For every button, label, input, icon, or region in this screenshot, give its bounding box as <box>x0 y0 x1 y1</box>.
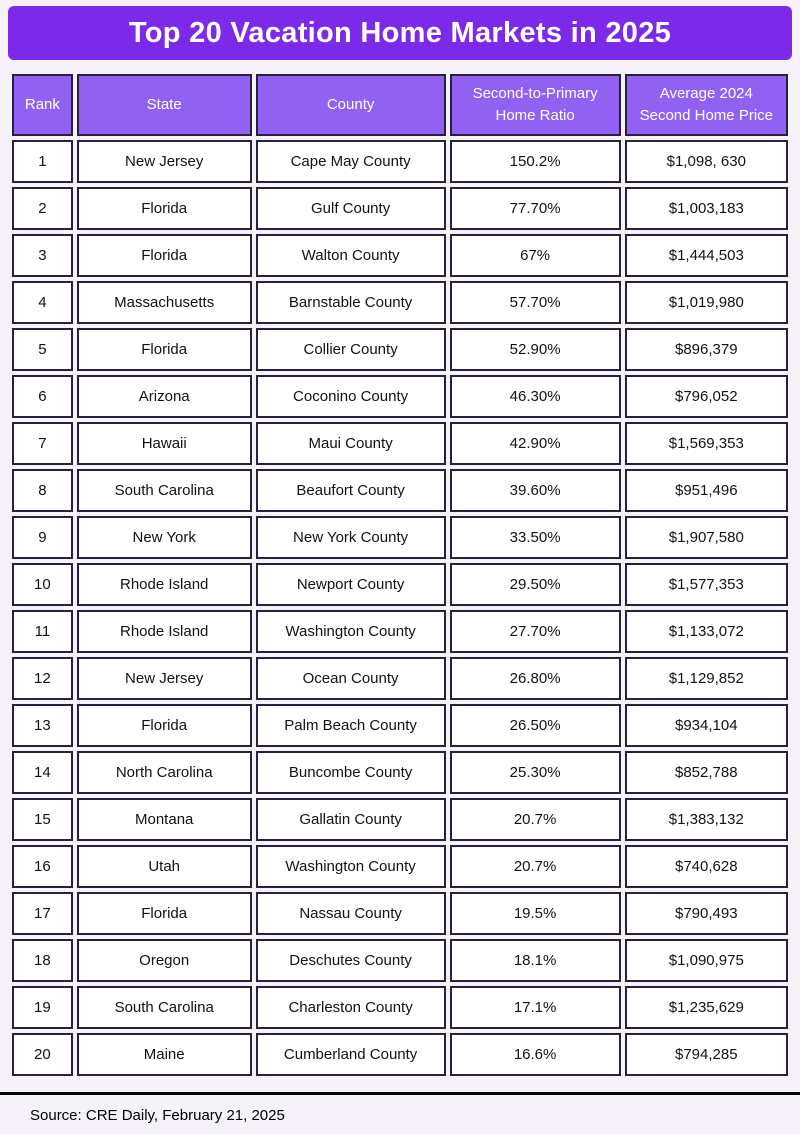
cell-state: New Jersey <box>77 140 252 183</box>
cell-price: $1,003,183 <box>625 187 788 230</box>
cell-rank: 16 <box>12 845 73 888</box>
table-row <box>12 140 788 183</box>
table-row <box>12 375 788 418</box>
cell-rank: 15 <box>12 798 73 841</box>
table-row <box>12 234 788 277</box>
cell-county: Coconino County <box>256 375 446 418</box>
cell-price: $934,104 <box>625 704 788 747</box>
cell-county: Ocean County <box>256 657 446 700</box>
cell-ratio: 16.6% <box>450 1033 621 1076</box>
cell-rank: 6 <box>12 375 73 418</box>
column-header-county: County <box>256 74 446 136</box>
cell-county: Beaufort County <box>256 469 446 512</box>
cell-state: Montana <box>77 798 252 841</box>
cell-state: Florida <box>77 187 252 230</box>
cell-rank: 10 <box>12 563 73 606</box>
cell-state: Florida <box>77 234 252 277</box>
page-title: Top 20 Vacation Home Markets in 2025 <box>128 16 672 49</box>
cell-ratio: 20.7% <box>450 798 621 841</box>
cell-county: Palm Beach County <box>256 704 446 747</box>
cell-county: Cumberland County <box>256 1033 446 1076</box>
column-header-price: Average 2024 Second Home Price <box>625 74 788 136</box>
cell-ratio: 39.60% <box>450 469 621 512</box>
cell-price: $1,129,852 <box>625 657 788 700</box>
source-text: Source: CRE Daily, February 21, 2025 <box>30 1107 285 1124</box>
cell-price: $794,285 <box>625 1033 788 1076</box>
cell-county: Nassau County <box>256 892 446 935</box>
table-row <box>12 751 788 794</box>
cell-county: Walton County <box>256 234 446 277</box>
cell-rank: 2 <box>12 187 73 230</box>
cell-price: $1,577,353 <box>625 563 788 606</box>
cell-price: $1,235,629 <box>625 986 788 1029</box>
cell-ratio: 150.2% <box>450 140 621 183</box>
cell-ratio: 29.50% <box>450 563 621 606</box>
cell-county: Deschutes County <box>256 939 446 982</box>
cell-state: Massachusetts <box>77 281 252 324</box>
cell-rank: 9 <box>12 516 73 559</box>
cell-state: New Jersey <box>77 657 252 700</box>
cell-ratio: 18.1% <box>450 939 621 982</box>
header-row <box>12 74 788 136</box>
cell-rank: 8 <box>12 469 73 512</box>
cell-county: New York County <box>256 516 446 559</box>
cell-county: Washington County <box>256 610 446 653</box>
cell-price: $790,493 <box>625 892 788 935</box>
cell-county: Washington County <box>256 845 446 888</box>
cell-state: Florida <box>77 892 252 935</box>
page <box>0 6 800 1134</box>
table-row <box>12 704 788 747</box>
cell-county: Maui County <box>256 422 446 465</box>
cell-price: $1,569,353 <box>625 422 788 465</box>
cell-price: $852,788 <box>625 751 788 794</box>
cell-rank: 18 <box>12 939 73 982</box>
cell-rank: 14 <box>12 751 73 794</box>
cell-price: $951,496 <box>625 469 788 512</box>
table-row <box>12 187 788 230</box>
table-row <box>12 422 788 465</box>
cell-price: $1,907,580 <box>625 516 788 559</box>
cell-rank: 17 <box>12 892 73 935</box>
cell-state: Utah <box>77 845 252 888</box>
table-row <box>12 939 788 982</box>
cell-state: Rhode Island <box>77 563 252 606</box>
title-banner <box>8 6 792 60</box>
table-row <box>12 892 788 935</box>
cell-county: Collier County <box>256 328 446 371</box>
cell-ratio: 42.90% <box>450 422 621 465</box>
table-row <box>12 845 788 888</box>
column-header-state: State <box>77 74 252 136</box>
table-row <box>12 469 788 512</box>
cell-rank: 12 <box>12 657 73 700</box>
table-row <box>12 1033 788 1076</box>
cell-rank: 13 <box>12 704 73 747</box>
cell-state: South Carolina <box>77 986 252 1029</box>
table-row <box>12 657 788 700</box>
cell-ratio: 46.30% <box>450 375 621 418</box>
cell-price: $796,052 <box>625 375 788 418</box>
cell-county: Cape May County <box>256 140 446 183</box>
cell-rank: 7 <box>12 422 73 465</box>
cell-state: Hawaii <box>77 422 252 465</box>
cell-price: $1,383,132 <box>625 798 788 841</box>
cell-rank: 3 <box>12 234 73 277</box>
cell-county: Barnstable County <box>256 281 446 324</box>
table-row <box>12 798 788 841</box>
cell-price: $1,098, 630 <box>625 140 788 183</box>
cell-county: Gallatin County <box>256 798 446 841</box>
cell-state: Rhode Island <box>77 610 252 653</box>
cell-ratio: 52.90% <box>450 328 621 371</box>
column-header-rank: Rank <box>12 74 73 136</box>
cell-rank: 20 <box>12 1033 73 1076</box>
footer-divider <box>0 1092 800 1095</box>
column-header-ratio: Second-to-Primary Home Ratio <box>450 74 621 136</box>
cell-price: $1,133,072 <box>625 610 788 653</box>
vacation-markets-table <box>8 70 792 1080</box>
cell-county: Buncombe County <box>256 751 446 794</box>
cell-state: North Carolina <box>77 751 252 794</box>
cell-price: $1,090,975 <box>625 939 788 982</box>
cell-price: $1,019,980 <box>625 281 788 324</box>
cell-ratio: 26.50% <box>450 704 621 747</box>
cell-ratio: 67% <box>450 234 621 277</box>
table-row <box>12 986 788 1029</box>
cell-ratio: 27.70% <box>450 610 621 653</box>
cell-state: Florida <box>77 704 252 747</box>
cell-state: New York <box>77 516 252 559</box>
cell-ratio: 20.7% <box>450 845 621 888</box>
cell-county: Charleston County <box>256 986 446 1029</box>
cell-state: South Carolina <box>77 469 252 512</box>
cell-ratio: 33.50% <box>450 516 621 559</box>
cell-rank: 5 <box>12 328 73 371</box>
cell-county: Newport County <box>256 563 446 606</box>
table-row <box>12 328 788 371</box>
cell-ratio: 19.5% <box>450 892 621 935</box>
cell-ratio: 17.1% <box>450 986 621 1029</box>
cell-state: Arizona <box>77 375 252 418</box>
cell-price: $740,628 <box>625 845 788 888</box>
cell-ratio: 26.80% <box>450 657 621 700</box>
cell-price: $1,444,503 <box>625 234 788 277</box>
table-row <box>12 563 788 606</box>
cell-rank: 4 <box>12 281 73 324</box>
cell-rank: 1 <box>12 140 73 183</box>
cell-ratio: 77.70% <box>450 187 621 230</box>
cell-price: $896,379 <box>625 328 788 371</box>
cell-rank: 11 <box>12 610 73 653</box>
table-body <box>12 140 788 1076</box>
cell-ratio: 25.30% <box>450 751 621 794</box>
cell-rank: 19 <box>12 986 73 1029</box>
table-row <box>12 610 788 653</box>
cell-state: Maine <box>77 1033 252 1076</box>
cell-state: Florida <box>77 328 252 371</box>
cell-state: Oregon <box>77 939 252 982</box>
cell-county: Gulf County <box>256 187 446 230</box>
table-header <box>12 74 788 136</box>
table-row <box>12 516 788 559</box>
table-row <box>12 281 788 324</box>
cell-ratio: 57.70% <box>450 281 621 324</box>
